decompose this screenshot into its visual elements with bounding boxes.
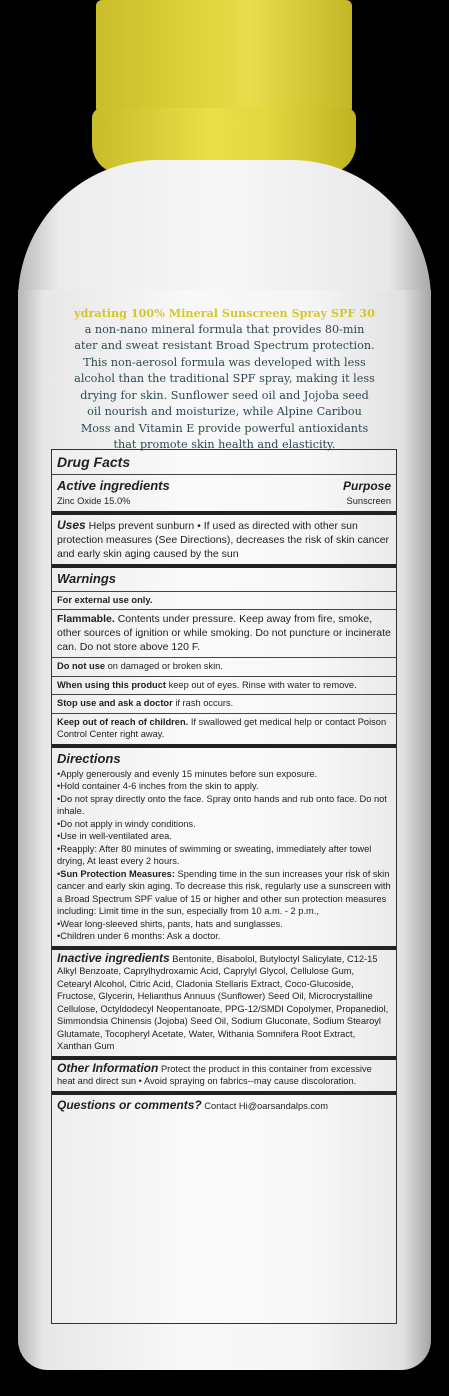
product-description <box>18 305 431 454</box>
direction-item: • Wear long-sleeved shirts, pants, hats and sunglasses. <box>57 918 391 931</box>
bottle-cap <box>96 0 352 112</box>
product-headline: ydrating 100% Mineral Sunscreen Spray SPF 30 <box>74 306 375 320</box>
when-using-text: keep out of eyes. Rinse with water to remove. <box>168 679 357 690</box>
purpose-heading: Purpose <box>342 479 391 493</box>
keep-out-warning <box>52 713 396 744</box>
active-ingredients-section <box>52 474 396 511</box>
uses-text: Helps prevent sunburn • If used as directed with other sun protection measures (See Directions), decreases the risk of skin cancer and early skin aging caused by the sun <box>57 519 390 560</box>
other-text: Protect the product in this container from excessive heat and direct sun • Avoid spraying on fabrics--may cause discoloration. <box>57 1063 372 1086</box>
inactive-ingredients-section <box>52 946 396 1056</box>
direction-item: • Apply generously and evenly 15 minutes before sun exposure. <box>57 768 391 781</box>
external-use <box>52 591 396 610</box>
other-label: Other Information <box>57 1060 159 1075</box>
sun-protection-text: Spending time in the sun increases your risk of skin cancer and early skin aging. To decrease this risk, regularly use a sunscreen with a Broad Spectrum SPF value of 15 or higher and other sun protection measures including: Limit time in the sun, especially from 10 a.m. - 2 p.m., <box>57 868 391 916</box>
uses-section <box>52 511 396 564</box>
direction-item: • Children under 6 months: Ask a doctor. <box>57 930 391 943</box>
sun-protection-label: Sun Protection Measures: <box>60 868 175 879</box>
flammable-warning <box>52 609 396 657</box>
keep-out-text: If swallowed get medical help or contact Poison Control Center right away. <box>57 716 387 739</box>
direction-item: • Reapply: After 80 minutes of swimming or sweating, immediately after towel drying, At least every 2 hours. <box>57 843 391 868</box>
warnings-title: Warnings <box>57 570 116 586</box>
flammable-text: Contents under pressure. Keep away from fire, smoke, other sources of ignition or while smoking. Do not puncture or incinerate can. Do not store above 120 F. <box>57 613 391 653</box>
description-line: oil nourish and moisturize, while Alpine Caribou <box>87 405 362 418</box>
inactive-text: Bentonite, Bisabolol, Butyloctyl Salicylate, C12-15 Alkyl Benzoate, Caprylhydroxamic Acid, Caprylyl Glycol, Cellulose Gum, Cetearyl Alcohol, Citric Acid, Cladonia Stellaris Extract, Coco-Glucoside, Fructose, Glycerin, Helianthus Annuus (Sunflower) Seed Oil, Microcrystalline Cellulose, Octyldodecyl Neopentanoate, PPG-12/SMDI Copolymer, Propanediol, Simmondsia Chinensis (Jojoba) Seed Oil, Sodium Gluconate, Sodium Stearoyl Glutamate, Tocopheryl Acetate, Water, Withania Somnifera Root Extract, Xanthan Gum <box>57 953 389 1051</box>
active-ingredient: Zinc Oxide 15.0% <box>57 496 131 506</box>
direction-item: • Do not apply in windy conditions. <box>57 818 391 831</box>
purpose-value: Sunscreen <box>346 496 391 506</box>
drug-facts-title: Drug Facts <box>57 454 131 470</box>
bottle-shoulder <box>18 160 431 300</box>
drug-facts-panel <box>51 449 397 1324</box>
uses-label: Uses <box>57 517 86 532</box>
stop-use-text: if rash occurs. <box>175 698 234 708</box>
active-ingredients-heading: Active ingredients <box>57 478 170 493</box>
stop-use-warning <box>52 694 396 713</box>
description-line: drying for skin. Sunflower seed oil and Jojoba seed <box>80 388 369 402</box>
directions-section <box>52 744 396 946</box>
description-line: a non-nano mineral formula that provides 80-min <box>84 322 365 336</box>
questions-text: Contact Hi@oarsandalps.com <box>204 1100 328 1111</box>
direction-item: • Hold container 4-6 inches from the skin to apply. <box>57 780 391 793</box>
do-not-use-text: on damaged or broken skin. <box>107 661 223 671</box>
questions-section <box>52 1091 396 1116</box>
description-line: This non-aerosol formula was developed with less <box>83 355 366 369</box>
description-line: Moss and Vitamin E provide powerful antioxidants <box>80 421 369 435</box>
description-line: that promote skin health and elasticity. <box>113 438 336 451</box>
inactive-label: Inactive ingredients <box>57 950 170 965</box>
directions-list <box>57 768 391 943</box>
stop-use-label: Stop use and ask a doctor <box>57 698 173 708</box>
when-using-label: When using this product <box>57 679 166 690</box>
drug-facts-header <box>52 450 396 474</box>
direction-item: • Use in well-ventilated area. <box>57 830 391 843</box>
questions-label: Questions or comments? <box>57 1097 202 1112</box>
sun-protection-item <box>57 868 391 918</box>
do-not-use-label: Do not use <box>57 661 106 671</box>
keep-out-label: Keep out of reach of children. <box>57 716 189 727</box>
description-line: ater and sweat resistant Broad Spectrum protection. <box>74 339 375 352</box>
other-information-section <box>52 1056 396 1091</box>
directions-title: Directions <box>57 750 121 766</box>
external-use-text: For external use only. <box>57 594 153 605</box>
do-not-use-warning <box>52 657 396 676</box>
warnings-header <box>52 564 396 591</box>
description-line: alcohol than the traditional SPF spray, making it less <box>74 372 375 385</box>
when-using-warning <box>52 676 396 695</box>
direction-item: • Do not spray directly onto the face. Spray onto hands and rub onto face. Do not inhale. <box>57 793 391 818</box>
flammable-label: Flammable. <box>57 613 115 625</box>
